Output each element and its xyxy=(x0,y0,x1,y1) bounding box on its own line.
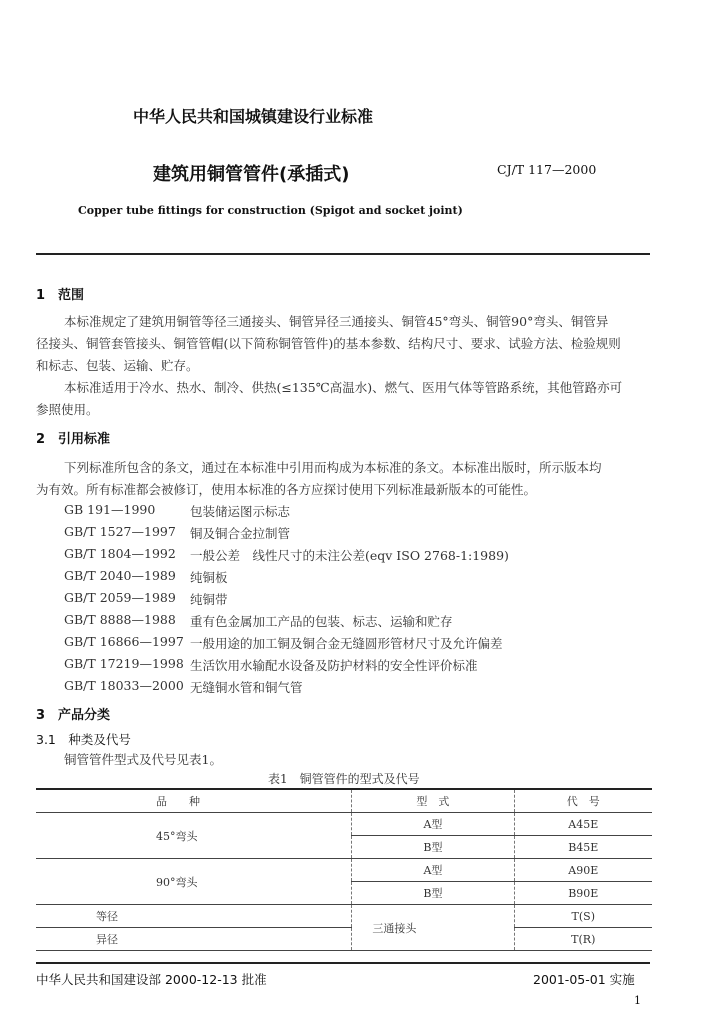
reference-title: 纯铜板 xyxy=(190,570,228,585)
reference-title: 生活饮用水输配水设备及防护材料的安全性评价标准 xyxy=(190,658,478,673)
table-cell-code: A45E xyxy=(514,813,652,836)
table-cell-type: A型 xyxy=(352,859,514,882)
section-1-heading: 1 范围 xyxy=(36,288,85,303)
table-row xyxy=(36,859,652,882)
effective-date-line: 2001-05-01 实施 xyxy=(533,972,635,987)
section-1-paragraph: 和标志、包装、运输、贮存。 xyxy=(36,358,199,373)
table-cell-type xyxy=(352,905,514,951)
table-cell-name: 45°弯头 xyxy=(36,813,352,859)
approval-line: 中华人民共和国建设部 2000-12-13 批准 xyxy=(36,972,267,987)
table-cell-code: T(S) xyxy=(514,905,652,928)
section-1-paragraph: 本标准适用于冷水、热水、制冷、供热(≤135℃高温水)、燃气、医用气体等管路系统，其他管路亦可 xyxy=(64,380,623,395)
table-cell-code: A90E xyxy=(514,859,652,882)
section-2-paragraph: 为有效。所有标准都会被修订，使用本标准的各方应探讨使用下列标准最新版本的可能性。 xyxy=(36,482,537,497)
doc-title: 建筑用铜管管件(承插式) xyxy=(153,164,350,185)
section-1-paragraph: 本标准规定了建筑用铜管等径三通接头、铜管异径三通接头、铜管45°弯头、铜管90°弯头、铜管异 xyxy=(64,314,609,329)
table-cell-code: B90E xyxy=(514,882,652,905)
reference-code: GB/T 2059—1989 xyxy=(64,590,176,605)
subsection-3-1-heading: 3.1 种类及代号 xyxy=(36,732,131,747)
table-row xyxy=(36,905,652,928)
table-header-row xyxy=(36,789,652,813)
reference-code: GB/T 18033—2000 xyxy=(64,678,184,693)
table-caption: 表1 铜管管件的型式及代号 xyxy=(268,772,420,786)
table-cell-name xyxy=(36,928,352,951)
reference-code: GB/T 1527—1997 xyxy=(64,524,176,539)
header-divider xyxy=(36,253,650,255)
table-cell-type: B型 xyxy=(352,882,514,905)
subsection-3-1-text: 铜管管件型式及代号见表1。 xyxy=(64,752,222,767)
reference-code: GB/T 16866—1997 xyxy=(64,634,184,649)
table-cell-code: T(R) xyxy=(514,928,652,951)
table-cell-code: B45E xyxy=(514,836,652,859)
table-cell-type: B型 xyxy=(352,836,514,859)
reference-title: 无缝铜水管和铜气管 xyxy=(190,680,303,695)
fitting-type-table xyxy=(36,788,652,951)
reference-title: 一般用途的加工铜及铜合金无缝圆形管材尺寸及允许偏差 xyxy=(190,636,503,651)
reference-title: 一般公差 线性尺寸的未注公差(eqv ISO 2768-1:1989) xyxy=(190,548,509,563)
reference-title: 纯铜带 xyxy=(190,592,228,607)
table-cell-name xyxy=(36,905,352,928)
table-cell-groupname: 三通接头 xyxy=(372,921,417,935)
table-cell-subname: 异径 xyxy=(96,933,118,946)
section-1-paragraph: 参照使用。 xyxy=(36,402,99,417)
reference-title: 包装储运图示标志 xyxy=(190,504,291,519)
table-cell-name: 90°弯头 xyxy=(36,859,352,905)
english-title: Copper tube fittings for construction (Spigot and socket joint) xyxy=(78,204,463,217)
reference-code: GB/T 1804—1992 xyxy=(64,546,176,561)
org-title: 中华人民共和国城镇建设行业标准 xyxy=(133,107,374,126)
footer-divider xyxy=(36,962,650,964)
section-3-heading: 3 产品分类 xyxy=(36,708,111,723)
section-2-heading: 2 引用标准 xyxy=(36,432,111,447)
table-header-cell: 代 号 xyxy=(514,789,652,813)
reference-code: GB/T 17219—1998 xyxy=(64,656,184,671)
table-row xyxy=(36,813,652,836)
reference-code: GB/T 8888—1988 xyxy=(64,612,176,627)
section-1-paragraph: 径接头、铜管套管接头、铜管管帽(以下简称铜管管件)的基本参数、结构尺寸、要求、试验方法、检验规则 xyxy=(36,336,621,351)
table-header-cell: 品 种 xyxy=(36,789,352,813)
page-number: 1 xyxy=(634,994,641,1007)
reference-code: GB/T 2040—1989 xyxy=(64,568,176,583)
table-row xyxy=(36,928,652,951)
standard-code: CJ/T 117—2000 xyxy=(497,162,597,177)
table-cell-subname: 等径 xyxy=(96,910,118,923)
table-cell-type: A型 xyxy=(352,813,514,836)
reference-code: GB 191—1990 xyxy=(64,502,156,517)
section-2-paragraph: 下列标准所包含的条文，通过在本标准中引用而构成为本标准的条文。本标准出版时，所示版本均 xyxy=(64,460,602,475)
table-header-cell: 型 式 xyxy=(352,789,514,813)
reference-title: 重有色金属加工产品的包装、标志、运输和贮存 xyxy=(190,614,453,629)
reference-title: 铜及铜合金拉制管 xyxy=(190,526,291,541)
